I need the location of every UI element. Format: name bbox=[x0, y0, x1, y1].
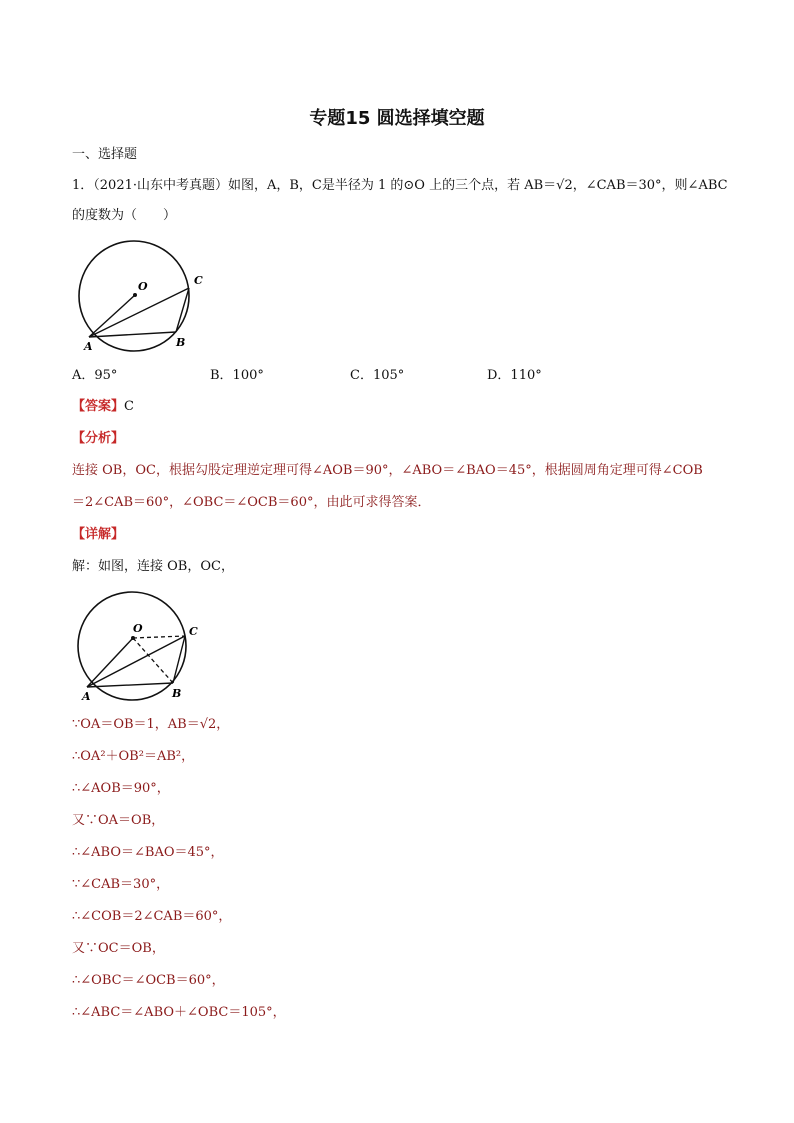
label-c: C bbox=[189, 625, 198, 638]
option-c: C．105° bbox=[350, 368, 405, 383]
label-o: O bbox=[133, 622, 143, 635]
detail-step-3: ∴∠AOB＝90°， bbox=[72, 781, 170, 796]
analysis-tag: 【分析】 bbox=[72, 431, 125, 446]
answer-line bbox=[72, 398, 134, 416]
page-title: 专题15 圆选择填空题 bbox=[309, 108, 485, 129]
detail-step-10: ∴∠ABC＝∠ABO＋∠OBC＝105°， bbox=[72, 1005, 286, 1020]
segment-ac bbox=[89, 288, 189, 337]
segment-oc-dashed bbox=[133, 636, 185, 638]
detail-step-7: ∴∠COB＝2∠CAB＝60°， bbox=[72, 909, 232, 924]
detail-step-1: ∵OA＝OB＝1，AB＝√2， bbox=[72, 717, 230, 732]
detail-step-9: ∴∠OBC＝∠OCB＝60°， bbox=[72, 973, 225, 988]
option-b: B．100° bbox=[210, 368, 264, 383]
solution-figure bbox=[72, 588, 222, 708]
label-b: B bbox=[172, 687, 182, 700]
detail-step-6: ∵∠CAB＝30°， bbox=[72, 877, 170, 892]
answer-value: C bbox=[124, 399, 134, 414]
question-line-1: 1．（2021·山东中考真题）如图，A，B，C是半径为 1 的⊙O 上的三个点，若 AB＝√2，∠CAB＝30°，则∠ABC bbox=[72, 178, 728, 193]
detail-step-5: ∴∠ABO＝∠BAO＝45°， bbox=[72, 845, 224, 860]
analysis-line-2: ＝2∠CAB＝60°，∠OBC＝∠OCB＝60°，由此可求得答案． bbox=[72, 495, 431, 510]
label-o: O bbox=[138, 280, 148, 293]
segment-oa bbox=[87, 638, 133, 687]
center-point bbox=[131, 636, 135, 640]
label-a: A bbox=[82, 690, 91, 703]
detail-step-4: 又∵OA＝OB， bbox=[72, 813, 165, 828]
detail-step-8: 又∵OC＝OB， bbox=[72, 941, 165, 956]
detail-step-2: ∴OA²＋OB²＝AB²， bbox=[72, 749, 195, 764]
center-point bbox=[133, 293, 137, 297]
label-c: C bbox=[194, 274, 203, 287]
detail-intro: 解：如图，连接 OB，OC， bbox=[72, 559, 234, 574]
analysis-line-1: 连接 OB，OC，根据勾股定理逆定理可得∠AOB＝90°，∠ABO＝∠BAO＝45°，根据圆周角定理可得∠COB bbox=[72, 463, 703, 478]
segment-ab bbox=[87, 683, 173, 687]
segment-oa bbox=[89, 295, 135, 337]
segment-bc bbox=[173, 636, 185, 683]
section-heading: 一、选择题 bbox=[72, 147, 138, 162]
answer-tag: 【答案】 bbox=[72, 399, 125, 414]
label-b: B bbox=[176, 336, 186, 349]
option-d: D．110° bbox=[487, 368, 542, 383]
label-a: A bbox=[84, 340, 93, 353]
segment-ac bbox=[87, 636, 185, 687]
detail-tag: 【详解】 bbox=[72, 527, 125, 542]
option-a: A．95° bbox=[72, 368, 118, 383]
segment-ab bbox=[89, 332, 176, 337]
question-line-2: 的度数为（ ） bbox=[72, 208, 177, 223]
question-figure bbox=[72, 236, 222, 356]
